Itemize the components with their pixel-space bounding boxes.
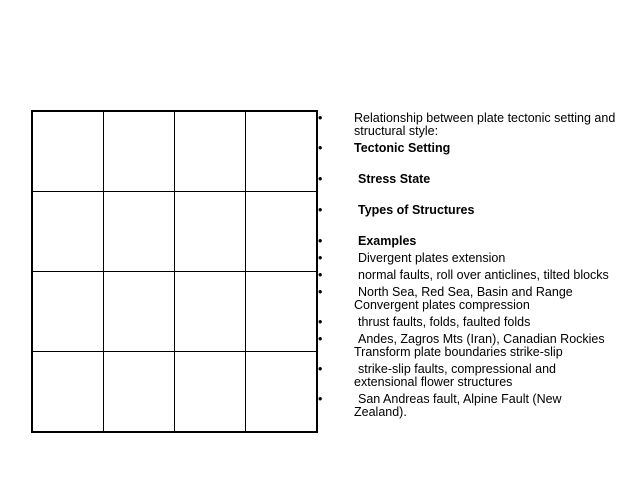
bullet-item — [316, 252, 616, 265]
bullet-dot: • — [318, 203, 323, 217]
table-cell — [246, 192, 318, 272]
table-cell — [246, 111, 318, 192]
bullet-item — [316, 363, 616, 389]
bullet-dot: • — [318, 268, 323, 282]
bullet-text: Tectonic Setting — [354, 141, 451, 155]
bullet-text: normal faults, roll over anticlines, tilted blocks — [358, 268, 609, 282]
bullet-text: Divergent plates extension — [358, 251, 506, 265]
table-cell — [32, 192, 104, 272]
table-row — [32, 352, 317, 433]
table-cell — [104, 352, 175, 433]
bullet-item — [316, 173, 616, 186]
table-cell — [175, 111, 246, 192]
bullet-dot: • — [318, 362, 323, 376]
table-cell — [32, 111, 104, 192]
bullet-text: San Andreas fault, Alpine Fault (New Zealand). — [354, 392, 562, 419]
bullet-dot: • — [318, 332, 323, 346]
bullet-text: Andes, Zagros Mts (Iran), Canadian Rockies Transform plate boundaries strike-slip — [354, 332, 605, 359]
table-cell — [246, 352, 318, 433]
bullet-item — [316, 235, 616, 248]
bullet-dot: • — [318, 234, 323, 248]
bullet-text: Types of Structures — [358, 203, 475, 217]
bullet-dot: • — [318, 111, 323, 125]
bullet-item — [316, 286, 616, 312]
bullet-text: strike-slip faults, compressional and extensional flower structures — [354, 362, 556, 389]
table-cell — [175, 192, 246, 272]
table-row — [32, 111, 317, 192]
bullet-text: Stress State — [358, 172, 431, 186]
table-cell — [32, 272, 104, 352]
table-cell — [104, 111, 175, 192]
table-cell — [246, 272, 318, 352]
bullet-item — [316, 142, 616, 155]
empty-table — [31, 110, 318, 433]
bullet-text: North Sea, Red Sea, Basin and Range Convergent plates compression — [354, 285, 573, 312]
table-row — [32, 192, 317, 272]
bullet-dot: • — [318, 315, 323, 329]
table-cell — [32, 352, 104, 433]
bullet-dot: • — [318, 251, 323, 265]
bullet-item — [316, 333, 616, 359]
bullet-list — [316, 112, 616, 419]
bullet-text: Examples — [358, 234, 417, 248]
bullet-dot: • — [318, 172, 323, 186]
table-cell — [175, 352, 246, 433]
bullet-item — [316, 204, 616, 217]
bullet-dot: • — [318, 285, 323, 299]
table-cell — [104, 272, 175, 352]
bullet-item — [316, 112, 616, 138]
bullet-text: thrust faults, folds, faulted folds — [358, 315, 531, 329]
table-cell — [104, 192, 175, 272]
table-row — [32, 272, 317, 352]
bullet-item — [316, 393, 616, 419]
bullet-dot: • — [318, 141, 323, 155]
bullet-dot: • — [318, 392, 323, 406]
bullet-item — [316, 316, 616, 329]
bullet-text: Relationship between plate tectonic setting and structural style: — [354, 111, 616, 138]
bullet-item — [316, 269, 616, 282]
table-cell — [175, 272, 246, 352]
